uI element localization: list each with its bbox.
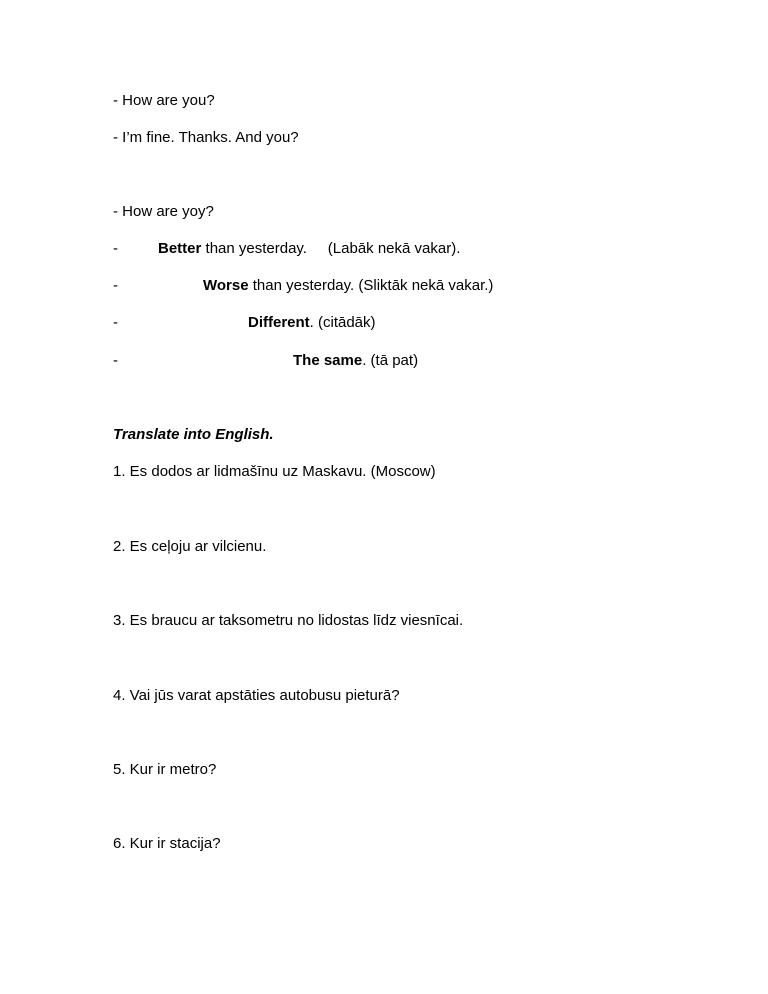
answer-dash-4: -: [113, 352, 118, 369]
exercise-item-6: 6. Kur ir stacija?: [113, 835, 221, 852]
dialogue-question-1: - How are you?: [113, 92, 215, 109]
exercise-item-1: 1. Es dodos ar lidmašīnu uz Maskavu. (Moscow): [113, 463, 436, 480]
answer-dash-3: -: [113, 314, 118, 331]
answer-4-rest: . (tā pat): [362, 352, 419, 369]
answer-2: [203, 277, 493, 294]
exercise-item-5: 5. Kur ir metro?: [113, 761, 217, 778]
answer-3-bold: Different: [248, 314, 310, 331]
answer-1-rest: than yesterday. (Labāk nekā vakar).: [201, 240, 461, 257]
dialogue-question-2: - How are yoy?: [113, 203, 214, 220]
dialogue-answer-1: - I’m fine. Thanks. And you?: [113, 129, 299, 146]
exercise-heading: Translate into English.: [113, 426, 274, 443]
exercise-item-3: 3. Es braucu ar taksometru no lidostas līdz viesnīcai.: [113, 612, 464, 629]
answer-2-bold: Worse: [203, 277, 249, 294]
answer-dash-1: -: [113, 240, 118, 257]
answer-4: [293, 352, 418, 369]
answer-1-bold: Better: [158, 240, 202, 257]
exercise-item-4: 4. Vai jūs varat apstāties autobusu pieturā?: [113, 687, 400, 704]
answer-1: [158, 240, 460, 257]
answer-3: [248, 314, 376, 331]
answer-3-rest: . (citādāk): [309, 314, 376, 331]
answer-dash-2: -: [113, 277, 118, 294]
exercise-item-2: 2. Es ceļoju ar vilcienu.: [113, 538, 267, 555]
answer-4-bold: The same: [293, 352, 363, 369]
answer-2-rest: than yesterday. (Sliktāk nekā vakar.): [248, 277, 494, 294]
